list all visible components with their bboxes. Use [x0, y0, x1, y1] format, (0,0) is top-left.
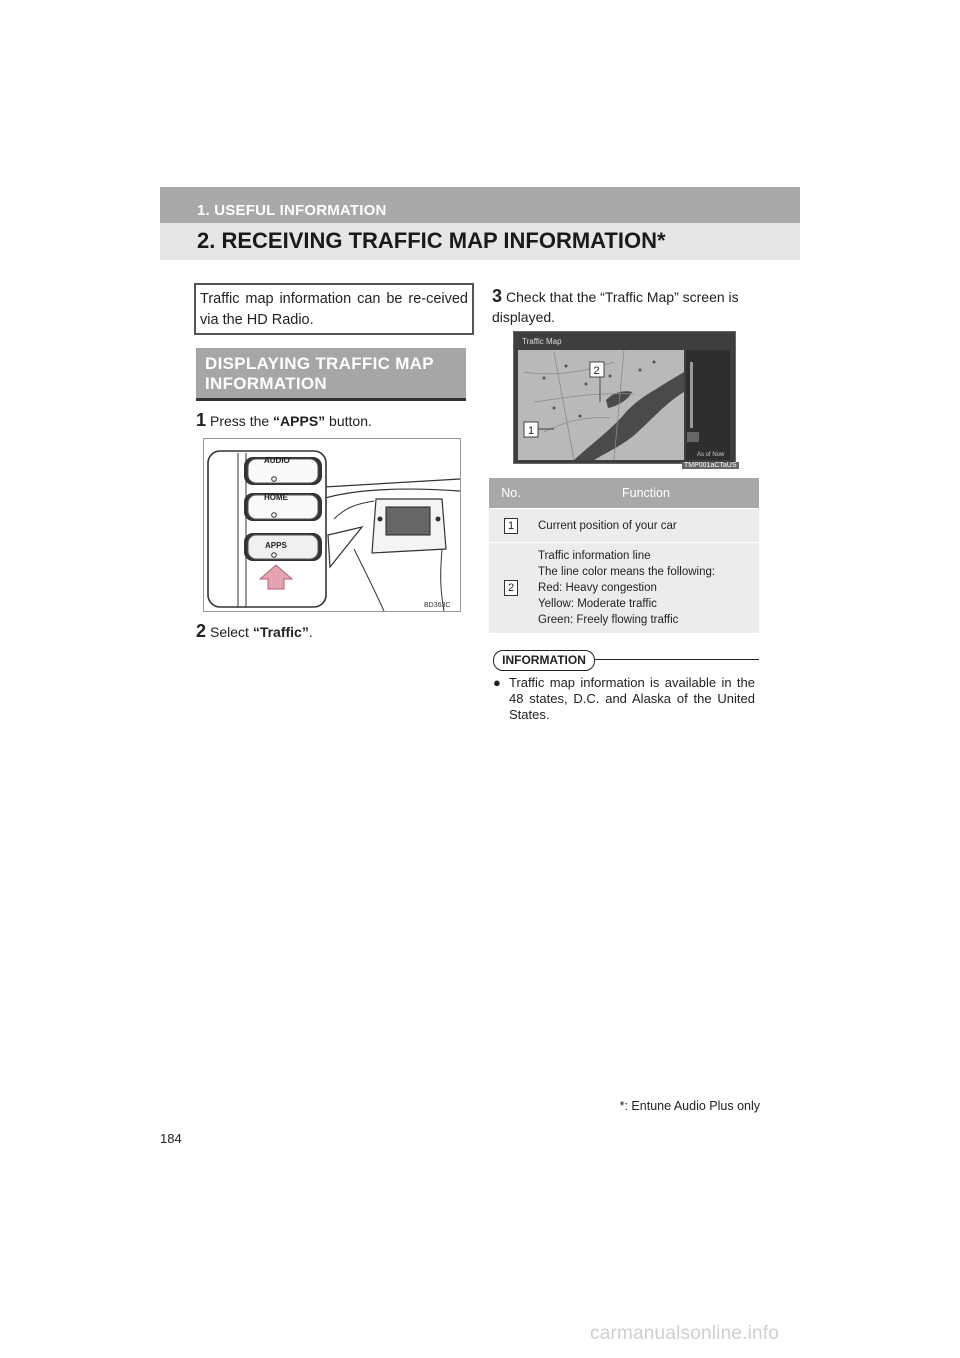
chapter-title-bar: [160, 223, 800, 260]
function-line: Current position of your car: [538, 519, 677, 532]
step-text: Check that the “Traffic Map” screen is displayed.: [492, 289, 739, 325]
map-screen-title: Traffic Map: [522, 337, 562, 346]
function-line: Red: Heavy congestion: [538, 581, 657, 594]
intro-box: Traffic map information can be re-ceived via the HD Radio.: [194, 283, 474, 335]
column-header-no: No.: [489, 478, 533, 509]
function-line: The line color means the following:: [538, 565, 716, 578]
apps-button-label: APPS: [265, 541, 287, 550]
table-row: [489, 509, 759, 543]
table-header-row: [489, 478, 759, 509]
page-title: 2. RECEIVING TRAFFIC MAP INFORMATION*: [197, 228, 666, 253]
section-header-bar: [160, 187, 800, 223]
step-text: Press the: [210, 413, 274, 429]
subsection-heading: [196, 348, 466, 401]
dashboard-drawing: [204, 439, 460, 611]
table-row: [489, 543, 759, 633]
information-text: Traffic map information is available in the 48 states, D.C. and Alaska of the United States.: [509, 675, 755, 722]
step-number: 3: [492, 286, 503, 306]
function-line: Yellow: Moderate traffic: [538, 597, 657, 610]
step-text-end: button.: [325, 413, 372, 429]
step-number: 1: [196, 410, 207, 430]
map-figure-code: TMP001aCTaUS: [684, 462, 737, 469]
step-number: 2: [196, 621, 207, 641]
traffic-map-drawing: [514, 332, 735, 463]
row-number-cell: [489, 509, 533, 543]
function-line: Traffic information line: [538, 549, 651, 562]
step-button-name: “APPS”: [273, 413, 326, 429]
information-note: [493, 675, 755, 723]
step-3: [492, 286, 760, 327]
subsection-heading-text: DISPLAYING TRAFFIC MAP INFORMATION: [205, 354, 434, 393]
audio-button-label: AUDIO: [264, 456, 290, 465]
function-line: Green: Freely flowing traffic: [538, 613, 679, 626]
step-2: [196, 621, 313, 642]
section-title: 1. USEFUL INFORMATION: [197, 202, 387, 219]
bullet-icon: ●: [493, 675, 501, 690]
map-as-of: As of Now: [697, 452, 725, 458]
information-rule: [595, 659, 759, 660]
column-header-function: Function: [533, 478, 759, 509]
watermark: carmanualsonline.info: [590, 1323, 780, 1344]
page-number: 184: [160, 1131, 182, 1146]
information-label: INFORMATION: [493, 650, 595, 671]
function-table: [489, 478, 759, 633]
home-button-label: HOME: [264, 493, 288, 502]
step-1: [196, 410, 372, 431]
row-function-cell: [533, 509, 759, 543]
step-text-end: .: [308, 624, 313, 640]
row-function-cell: [533, 543, 759, 633]
traffic-map-screen: [513, 331, 736, 464]
step-button-name: “Traffic”: [252, 624, 309, 640]
step-text: Select: [210, 624, 253, 640]
footnote: *: Entune Audio Plus only: [619, 1099, 760, 1113]
apps-button-illustration: [203, 438, 461, 612]
figure-code: BD363C: [424, 602, 451, 609]
row-number-box: 2: [504, 580, 518, 596]
row-number-cell: [489, 543, 533, 633]
callout-2: 2: [593, 365, 600, 377]
row-number-box: 1: [504, 518, 518, 534]
callout-1: 1: [528, 425, 535, 437]
